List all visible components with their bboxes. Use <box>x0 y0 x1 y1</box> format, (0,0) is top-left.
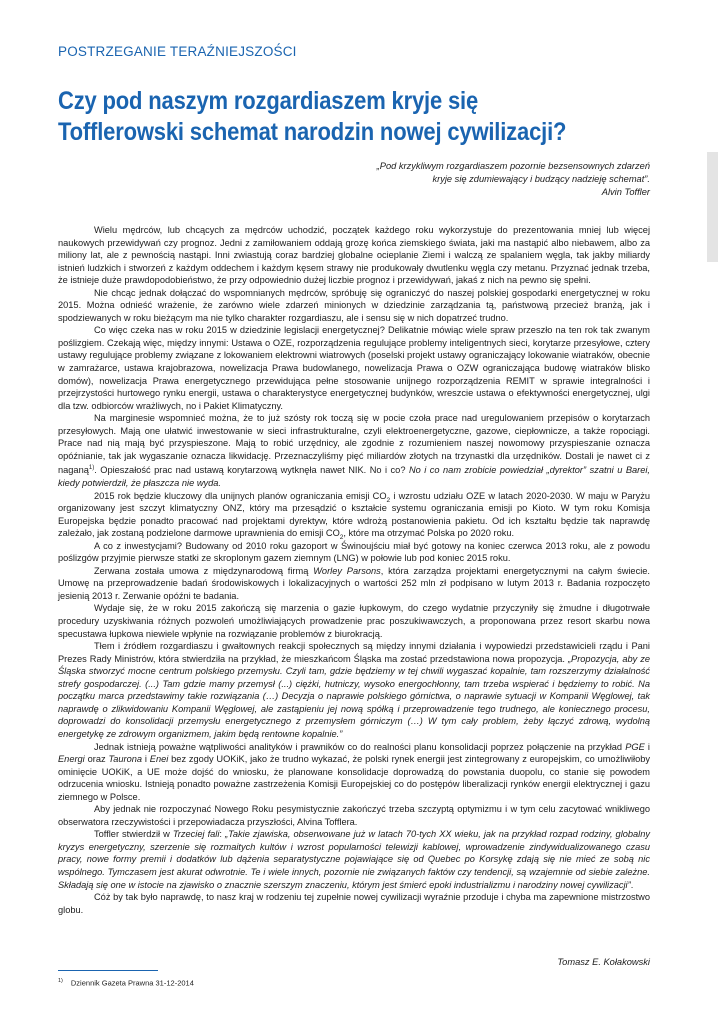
paragraph-9-quote: „Propozycja, aby ze Śląska stworzyć mocne centrum polskiego przemysłu. Czyli tam, gdzie będziemy w tej chwili wygaszać kopalnie, tam rozszerzymy działalność strefy gospodarczej. (...) Tam gdzie mamy przemysł (...) ciężki, hutniczy, wysoko energochłonny, tam trzeba wspierać i będziemy to robić. Na początku marca przedstawimy takie rozwiązania (…) Decyzja o naprawie polskiego górnictwa, o naprawie sytuacji w Kompanii Węglowej, tak naprawdę o zlikwidowaniu Kompanii Węglowej, ale zastąpieniu jej nową spółką i przeprowadzenie tego trudnego, ale koniecznego procesu, doprowadzi do konsolidacji przemysłu energetycznego z przemysłem górniczym (…) W tym cały problem, żeby łączyć zdrową, wydolną energetykę ze zdrowym organizmem, jakim będą rentowne kopalnie.” <box>58 653 651 739</box>
co2-subscript-2: 2 <box>339 534 344 542</box>
paragraph-8: Wydaje się, że w roku 2015 zakończą się marzenia o gazie łupkowym, do czego wydatnie przyczyniły się żmudne i długotrwałe procedury uzyskiwania różnych pozwoleń umożliwiających prowadzenie prac poszukiwawczych, a proponowana przez resort skarbu nowa specustawa łupkowa niewiele wpłynie na rozwiązanie problemów z biurokracją. <box>58 603 650 639</box>
paragraph-4-text-2: . Opieszałość prac nad ustawą korytarzową wytknęła nawet NIK. No i co? <box>94 465 409 476</box>
epigraph-line-1: „Pod krzykliwym rozgardiaszem pozornie bezsensownych zdarzeń <box>376 161 650 171</box>
paragraph-5 <box>58 490 650 540</box>
footnote-divider <box>58 970 158 971</box>
paragraph-11: Aby jednak nie rozpoczynać Nowego Roku pesymistycznie zakończyć trzeba szczyptą optymizmu i w tym celu zacytować wnikliwego obserwatora rzeczywistości i przepowiadacza przyszłości, Alvina Tofflera. <box>58 804 650 827</box>
conjunction: i <box>142 754 150 765</box>
epigraph-line-2: kryje się zdumiewający i budzący nadzieję schemat”. <box>432 174 650 185</box>
paragraph-4 <box>58 412 650 489</box>
paragraph-5-text: 2015 rok będzie kluczowy dla unijnych planów ograniczania emisji CO <box>94 490 387 501</box>
paragraph-12 <box>58 828 650 891</box>
conjunction: oraz <box>84 754 109 765</box>
footnote <box>58 978 194 988</box>
epigraph-author: Alvin Toffler <box>601 187 650 198</box>
conjunction: i <box>644 741 650 752</box>
company-pge: PGE <box>625 741 645 752</box>
paragraph-1: Wielu mędrców, lub chcących za mędrców uchodzić, początek każdego roku wykorzystuje do prezentowania mniej lub więcej naukowych przewidywań czy prognoz. Jedni z zamiłowaniem oddają grozę końca ziemskiego świata, jaki ma nastąpić albo niebawem, albo za miliony lat, ale z pewnością nastąpi. Inni zwiastują coraz bardziej globalne ocieplanie Ziemi i walczą ze spalaniem węgla, tak jakby miliardy istnień ludzkich i stworzeń z każdym oddechem i każdym kęsem strawy nie produkowały dwutlenku węgla czy metanu. Przyznać jednak trzeba, że istnieje duże prawdopodobieństwo, że przy odpowiednio dużej liczbie prognoz i przewidywań, jakaś z nich na pewno się spełni. <box>58 225 650 286</box>
paragraph-7 <box>58 565 650 603</box>
paragraph-12-text: Toffler stwierdził w <box>94 829 173 840</box>
paragraph-5-text-2: i wzrostu udziału OZE w latach 2020-2030. W maju w Paryżu organizowany jest szczyt klimatyczny ONZ, który ma przesądzić o kształcie systemu ograniczania emisji po Kioto. W tym roku Komisja Europejska będzie ponadto pracować nad projektami dyrektyw, które wdrożą postanowienia pakietu. Od ich kształtu będzie tak naprawdę zależało, jak zostaną podzielone darmowe uprawnienia do emisji CO <box>58 490 650 539</box>
footnote-marker: 1) <box>58 978 63 984</box>
company-enea: Enei <box>149 754 169 765</box>
co2-subscript: 2 <box>386 496 391 504</box>
period: . <box>630 879 634 890</box>
paragraph-13: Cóż by tak było naprawdę, to nasz kraj w rodzeniu tej zupełnie nowej cywilizacji wyraźnie przoduje i chyba ma zapewnione mistrzostwo globu. <box>58 892 650 915</box>
paragraph-10 <box>58 741 650 804</box>
company-energa: Energi <box>58 754 85 765</box>
colon: : <box>219 829 226 840</box>
paragraph-7-text: Zerwana została umowa z międzynarodową firmą <box>94 565 314 576</box>
company-name: Worley Parsons <box>313 565 381 576</box>
paragraph-6: A co z inwestycjami? Budowany od 2010 roku gazoport w Świnoujściu miał być gotowy na koniec czerwca 2013 roku, ale z powodu poślizgów przyjmie pierwsze statki ze skroplonym gazem ziemnym (LNG) w połowie lub pod koniec 2015 roku. <box>58 540 650 564</box>
book-title: Trzeciej fali <box>172 829 220 840</box>
company-tauron: Taurona <box>108 754 143 765</box>
paragraph-9 <box>58 640 650 740</box>
article-body <box>58 224 650 916</box>
side-stripe <box>707 152 718 262</box>
footnote-ref: 1) <box>88 465 95 472</box>
paragraph-3: Co więc czeka nas w roku 2015 w dziedzinie legislacji energetycznej? Delikatnie mówiąc wiele spraw przeszło na ten rok tak zwanym poślizgiem. Czekają więc, między innymi: Ustawa o OZE, rozporządzenia regulujące problemy inteligentnych sieci, korytarze przesyłowe, cztery ustawy regulujące problemy związane z lokowaniem elektrowni wiatrowych (poselski projekt ustawy ograniczający lokowanie wiatraków, obecnie w zamrażarce, ustawa krajobrazowa, nowelizacja Prawa budowlanego, nowelizacja Prawa o OZW ograniczająca budowę wiatraków blisko domów), nowelizacja Prawa energetycznego przewidująca pełne stosowanie unijnego rozporządzenia REMIT w sprawie integralności i przejrzystości hurtowego rynku energii, ustawa o charakterystyce energetycznej budynków, wreszcie ustawa o efektywności energetycznej, ulgi dla tzw. odbiorców wrażliwych, no i Pakiet Klimatyczny. <box>58 325 650 411</box>
paragraph-12-quote: „Takie zjawiska, obserwowane już w latach 70-tych XX wieku, jak na przykład rozpad rodziny, globalny kryzys energetyczny, szerzenie się rozmaitych kultów i wzrost popularności telewizji kablowej, wprowadzenie zindywidualizowanego czasu pracy, nowe formy premii i dodatków lub dążenia separatystyczne pojawiające się od Quebec po Korsykę zdają się nie mieć ze sobą nic wspólnego. Tymczasem jest akurat odwrotnie. Te i wiele innych, pozornie nie związanych faktów czy tendencji, są wzajemnie od siebie zależne. Składają się one w istocie na zjawisko o znacznie szerszym znaczeniu, którym jest śmierć epoki industrializmu i narodziny nowej cywilizacji” <box>58 829 651 890</box>
author-signature: Tomasz E. Kołakowski <box>557 957 650 967</box>
section-label: POSTRZEGANIE TERAŹNIEJSZOŚCI <box>58 44 297 59</box>
paragraph-9-text: Tłem i źródłem rozgardiaszu i gwałtownych reakcji społecznych są między innymi działania i wypowiedzi przedstawicieli rządu i Pani Prezes Rady Ministrów, która stwierdziła na przykład, że mieszkańcom Śląska ma zostać przedstawiona nowa propozycja. <box>58 641 650 664</box>
page-top-margin <box>0 0 718 30</box>
footnote-text: Dziennik Gazeta Prawna 31-12-2014 <box>70 978 194 988</box>
paragraph-4-text: Na marginesie wspomnieć można, że to już szósty rok toczą się w pocie czoła prace nad uregulowaniem przepisów o korytarzach przesyłowych. Mają one ułatwić inwestowanie w sieci infrastrukturalne, czyli elektroenergetyczne, gazowe, ciepłownicze, a także ropociągi. Prace nad nią mają być przyspieszone. Mają to robić urzędnicy, ale zgodnie z rozumieniem naszej nowomowy przyspieszanie oznacza opóźnianie, tak jak wygaszanie oznacza likwidację. Przeznaczyliśmy pięć miliardów złotych na trzynastki dla urzędników. Dostali je nawet ci z naganą <box>58 413 650 476</box>
paragraph-2: Nie chcąc jednak dołączać do wspomnianych mędrców, spróbuję się ograniczyć do naszej polskiej gospodarki energetycznej w roku 2015. Można odnieść wrażenie, że zarówno wiele zdarzeń minionych w dziedzinie zarządzania tą, państwową przecież branżą, jak i spodziewanych w roku bieżącym ma nie tylko charakter rozgardiaszu, ale i sensu się w nich dopatrzeć trudno. <box>58 287 650 323</box>
paragraph-4-quote: No i co nam zrobicie powiedział „dyrektor” szatni u Barei, kiedy potwierdził, że płaszcza nie wyda. <box>58 465 650 489</box>
paragraph-10-text: Jednak istnieją poważne wątpliwości analityków i prawników co do realności planu konsolidacji poprzez połączenie na przykład <box>94 741 626 752</box>
paragraph-5-text-3: , które ma otrzymać Polska po 2020 roku. <box>343 528 515 539</box>
paragraph-7-text-2: , która zarządza projektami energetycznymi na całym świecie. Umowę na przeprowadzenie badań środowiskowych i lokalizacyjnych o wartości 252 mln zł podpisano w lutym 2013 r. Badania rozpoczęto jesienią 2013 r. Zerwanie opóźni te badania. <box>58 565 650 601</box>
article-title: Czy pod naszym rozgardiaszem kryje się Tofflerowski schemat narodzin nowej cywilizacji? <box>58 87 567 146</box>
paragraph-10-text-2: bez zgody UOKiK, jako że trudno wykazać, że polski rynek energii jest zintegrowany z europejskim, co umożliwiłoby ominięcie UOKiK, a UE może dojść do wniosku, że planowane konsolidacje doprowadzą do powstania duopolu, co stanie się powodem odrzucenia wniosku. Istnieją ponadto poważne zastrzeżenia Komisji Europejskiej co do postępów liberalizacji rynków energii elektrycznej i gazu ziemnego w Polsce. <box>58 754 651 802</box>
epigraph <box>230 160 650 200</box>
